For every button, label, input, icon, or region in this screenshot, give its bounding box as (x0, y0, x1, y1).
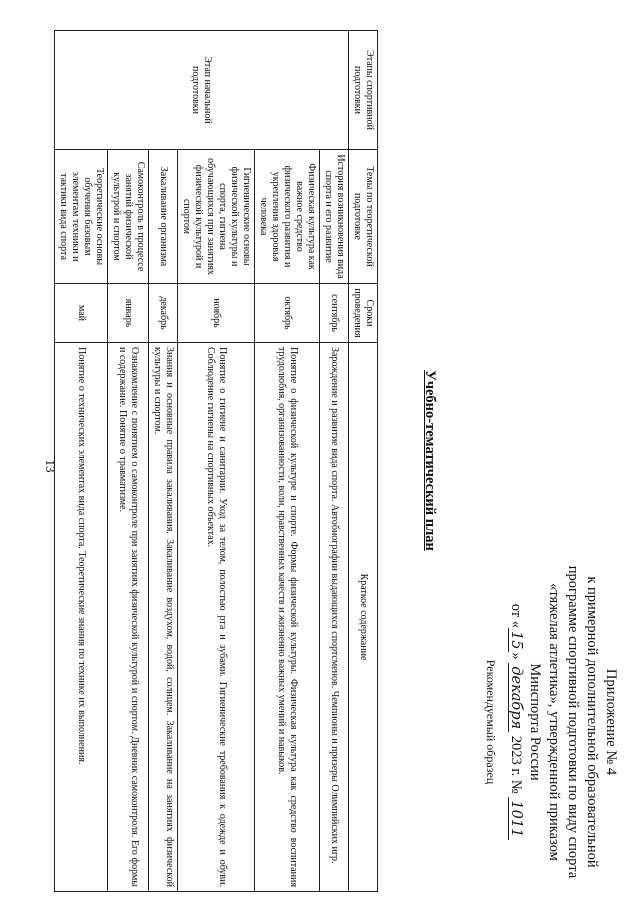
recommended-sample: Рекомендуемый образец (484, 659, 498, 785)
order-number: 1011 (508, 797, 523, 840)
term-cell: октябрь (255, 284, 320, 343)
topic-cell: Гигиенические основы физической культуры и спорта, гигиена обучающихся при занятиях физической культурой и спортом (178, 150, 255, 284)
description-cell: Понятие о гигиене и санитарии. Уход за телом, полостью рта и зубами. Гигиенические требования к одежде и обуви. Соблюдение гигиены на спортивных объектах. (178, 343, 255, 892)
plan-title: Учебно-тематический план (422, 370, 438, 551)
topic-cell: История возникновения вида спорта и его развитие (320, 150, 349, 284)
appendix-header (481, 557, 620, 887)
stage-cell: Этап начальной подготовки (55, 31, 349, 150)
order-mid: » (508, 652, 524, 664)
table-row (108, 31, 149, 892)
order-day: 15 (508, 628, 523, 652)
order-month: декабря (508, 663, 523, 732)
header-topic: Темы по теоретической подготовке (349, 150, 378, 284)
topic-cell: Закаливание организма (149, 150, 178, 284)
order-prefix: от « (508, 603, 524, 628)
topic-cell: Самоконтроль в процессе занятий физической культурой и спортом (108, 150, 149, 284)
appendix-line: программе спортивной подготовки по виду спорта (565, 565, 581, 879)
term-cell: январь (108, 284, 149, 343)
description-cell: Понятие о технических элементах вида спорта. Теоретические знания по технике их выполнения. (55, 343, 108, 892)
header-term: Сроки проведения (349, 284, 378, 343)
plan-table (54, 30, 378, 892)
description-cell: Ознакомление с понятием о самоконтроле при занятиях физической культурой и спортом. Дневник самоконтроля. Его формы и содержание. Понятие о травматизме. (108, 343, 149, 892)
order-year: 2023 г. № (508, 732, 524, 798)
header-stage: Этапы спортивной подготовки (349, 31, 378, 150)
term-cell: декабрь (149, 284, 178, 343)
description-cell: Знания и основные правила закаливания. Закаливание воздухом, водой, солнцем. Закаливание на занятиях физической культуры и спортом. (149, 343, 178, 892)
appendix-line: Приложение № 4 (603, 668, 619, 776)
table-row (255, 31, 320, 892)
appendix-line: Минспорта России (527, 663, 543, 781)
description-cell: Понятие о физической культуре и спорте. Формы физической культуры. Физическая культура как средство воспитания трудолюбия, организованности, воли, нравственных качеств и жизненно важных умений и навыков. (255, 343, 320, 892)
table-row (55, 31, 108, 892)
appendix-line: «тяжелая атлетика», утвержденной приказом (546, 583, 562, 861)
page-number: 13 (43, 459, 58, 473)
term-cell: май (55, 284, 108, 343)
term-cell: сентябрь (320, 284, 349, 343)
term-cell: ноябрь (178, 284, 255, 343)
description-cell: Зарождение и развитие вида спорта. Автобиографии выдающихся спортсменов. Чемпионы и призеры Олимпийских игр. (320, 343, 349, 892)
header-description: Краткое содержание (349, 343, 378, 892)
order-line (506, 557, 525, 887)
topic-cell: Физическая культура как важное средство физического развития и укрепления здоровья человека (255, 150, 320, 284)
table-row (178, 31, 255, 892)
topic-cell: Теоретические основы обучения базовым элементам техники и тактики вида спорта (55, 150, 108, 284)
table-header-row (349, 31, 378, 892)
table-row (320, 31, 349, 892)
table-row (149, 31, 178, 892)
appendix-line: к примерной дополнительной образовательной (584, 576, 600, 868)
